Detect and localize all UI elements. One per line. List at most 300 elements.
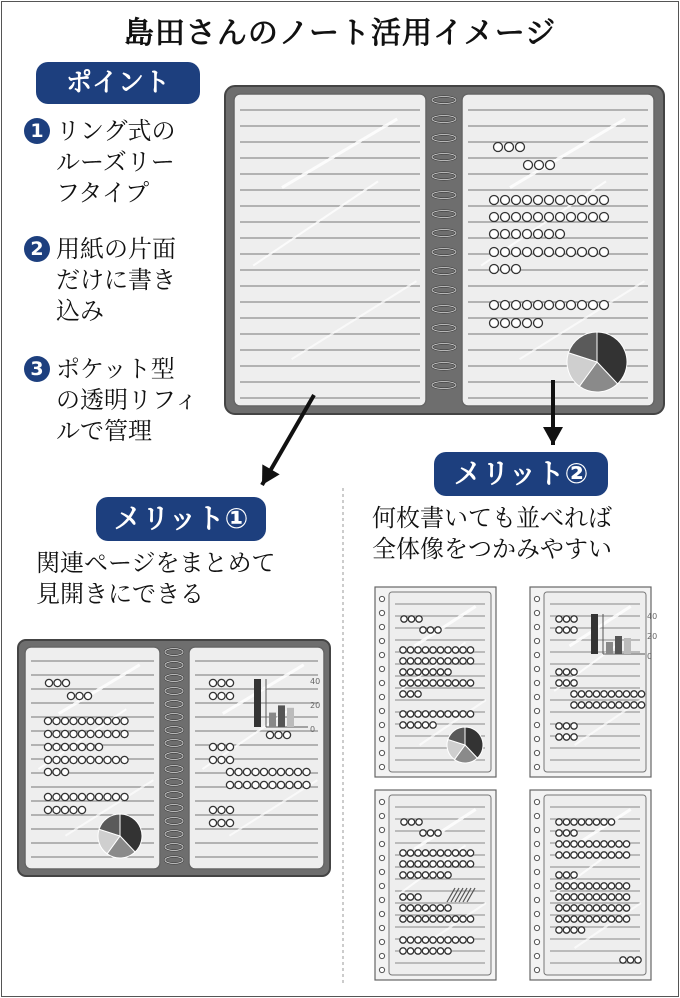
memo-circle bbox=[53, 806, 60, 813]
memo-circle bbox=[415, 722, 421, 728]
memo-circle bbox=[400, 722, 406, 728]
memo-circle bbox=[556, 669, 562, 675]
memo-circle bbox=[437, 948, 443, 954]
punch-hole bbox=[534, 855, 539, 860]
memo-circle bbox=[415, 916, 421, 922]
memo-circle bbox=[269, 768, 276, 775]
memo-circle bbox=[422, 669, 428, 675]
memo-circle bbox=[218, 679, 225, 686]
merit-2-line-2: 全体像をつかみやすい bbox=[372, 535, 612, 563]
memo-circle bbox=[608, 883, 614, 889]
memo-circle bbox=[563, 872, 569, 878]
memo-circle bbox=[556, 196, 565, 205]
memo-circle bbox=[218, 743, 225, 750]
memo-circle bbox=[445, 861, 451, 867]
memo-circle bbox=[556, 723, 562, 729]
memo-circle bbox=[616, 894, 622, 900]
memo-circle bbox=[61, 717, 68, 724]
memo-circle bbox=[501, 196, 510, 205]
memo-circle bbox=[61, 743, 68, 750]
point-1-line-1: リング式の bbox=[56, 117, 176, 145]
punch-hole bbox=[379, 869, 384, 874]
memo-circle bbox=[571, 916, 577, 922]
point-3-line-2: の透明リフィ bbox=[56, 386, 199, 414]
memo-circle bbox=[623, 841, 629, 847]
memo-circle bbox=[467, 916, 473, 922]
memo-circle bbox=[589, 196, 598, 205]
memo-circle bbox=[490, 196, 499, 205]
punch-hole bbox=[534, 736, 539, 741]
memo-circle bbox=[415, 647, 421, 653]
memo-circle bbox=[422, 872, 428, 878]
memo-circle bbox=[54, 679, 61, 686]
punch-hole bbox=[534, 953, 539, 958]
memo-circle bbox=[407, 691, 413, 697]
memo-circle bbox=[226, 819, 233, 826]
merit-2-line-1: 何枚書いても並べれば bbox=[372, 504, 612, 532]
memo-circle bbox=[275, 731, 282, 738]
punch-hole bbox=[534, 841, 539, 846]
memo-circle bbox=[407, 658, 413, 664]
memo-circle bbox=[556, 894, 562, 900]
memo-circle bbox=[460, 861, 466, 867]
memo-circle bbox=[620, 957, 626, 963]
memo-circle bbox=[420, 830, 426, 836]
memo-circle bbox=[556, 301, 565, 310]
memo-circle bbox=[556, 680, 562, 686]
memo-circle bbox=[571, 905, 577, 911]
memo-circle bbox=[226, 806, 233, 813]
memo-circle bbox=[415, 850, 421, 856]
memo-circle bbox=[586, 702, 592, 708]
memo-circle bbox=[571, 680, 577, 686]
memo-circle bbox=[638, 702, 644, 708]
memo-circle bbox=[44, 768, 51, 775]
memo-circle bbox=[593, 905, 599, 911]
memo-circle bbox=[523, 213, 532, 222]
bar-tick-label: 0 bbox=[310, 725, 316, 734]
punch-hole bbox=[379, 953, 384, 958]
memo-circle bbox=[556, 927, 562, 933]
page-sheet bbox=[234, 94, 426, 406]
memo-circle bbox=[563, 734, 569, 740]
memo-circle bbox=[534, 248, 543, 257]
punch-hole bbox=[379, 694, 384, 699]
memo-circle bbox=[616, 916, 622, 922]
memo-circle bbox=[407, 861, 413, 867]
memo-circle bbox=[112, 793, 119, 800]
punch-hole bbox=[534, 967, 539, 972]
memo-circle bbox=[608, 691, 614, 697]
memo-circle bbox=[53, 768, 60, 775]
memo-circle bbox=[427, 830, 433, 836]
memo-circle bbox=[578, 196, 587, 205]
memo-circle bbox=[437, 647, 443, 653]
memo-circle bbox=[53, 730, 60, 737]
memo-circle bbox=[578, 819, 584, 825]
memo-circle bbox=[452, 861, 458, 867]
memo-circle bbox=[571, 894, 577, 900]
memo-circle bbox=[416, 616, 422, 622]
memo-circle bbox=[593, 702, 599, 708]
memo-circle bbox=[490, 319, 499, 328]
memo-circle bbox=[556, 248, 565, 257]
memo-circle bbox=[601, 691, 607, 697]
memo-circle bbox=[490, 213, 499, 222]
punch-hole bbox=[379, 925, 384, 930]
memo-circle bbox=[415, 691, 421, 697]
bar bbox=[278, 705, 285, 727]
memo-circle bbox=[286, 768, 293, 775]
memo-circle bbox=[586, 894, 592, 900]
point-1-number: 1 bbox=[24, 118, 50, 144]
punch-hole bbox=[379, 750, 384, 755]
memo-circle bbox=[415, 894, 421, 900]
punch-hole bbox=[379, 596, 384, 601]
memo-circle bbox=[631, 691, 637, 697]
memo-circle bbox=[44, 717, 51, 724]
memo-circle bbox=[452, 647, 458, 653]
memo-circle bbox=[415, 711, 421, 717]
memo-circle bbox=[415, 948, 421, 954]
memo-circle bbox=[445, 905, 451, 911]
memo-circle bbox=[430, 937, 436, 943]
memo-circle bbox=[44, 793, 51, 800]
memo-circle bbox=[578, 248, 587, 257]
memo-circle bbox=[53, 717, 60, 724]
memo-circle bbox=[578, 702, 584, 708]
memo-circle bbox=[512, 301, 521, 310]
memo-circle bbox=[545, 230, 554, 239]
memo-circle bbox=[452, 658, 458, 664]
memo-circle bbox=[437, 861, 443, 867]
memo-circle bbox=[600, 196, 609, 205]
memo-circle bbox=[460, 711, 466, 717]
memo-circle bbox=[218, 692, 225, 699]
memo-circle bbox=[593, 916, 599, 922]
bar bbox=[624, 638, 631, 654]
bar-tick-label: 40 bbox=[310, 677, 321, 686]
punch-hole bbox=[379, 610, 384, 615]
bar bbox=[269, 713, 276, 727]
memo-circle bbox=[467, 658, 473, 664]
memo-circle bbox=[400, 658, 406, 664]
point-3-line-3: ルで管理 bbox=[56, 417, 152, 445]
memo-circle bbox=[415, 937, 421, 943]
memo-circle bbox=[435, 830, 441, 836]
memo-circle bbox=[563, 841, 569, 847]
memo-circle bbox=[608, 905, 614, 911]
memo-circle bbox=[571, 841, 577, 847]
memo-circle bbox=[501, 265, 510, 274]
punch-hole bbox=[534, 911, 539, 916]
memo-circle bbox=[589, 248, 598, 257]
memo-circle bbox=[578, 213, 587, 222]
bar bbox=[606, 642, 613, 654]
memo-circle bbox=[638, 691, 644, 697]
memo-circle bbox=[422, 948, 428, 954]
memo-circle bbox=[534, 301, 543, 310]
memo-circle bbox=[578, 894, 584, 900]
memo-circle bbox=[586, 691, 592, 697]
memo-circle bbox=[437, 711, 443, 717]
memo-circle bbox=[422, 850, 428, 856]
memo-circle bbox=[545, 213, 554, 222]
memo-circle bbox=[415, 669, 421, 675]
memo-circle bbox=[226, 768, 233, 775]
punch-hole bbox=[534, 827, 539, 832]
memo-circle bbox=[546, 161, 555, 170]
memo-circle bbox=[401, 616, 407, 622]
memo-circle bbox=[437, 658, 443, 664]
memo-circle bbox=[53, 756, 60, 763]
memo-circle bbox=[460, 647, 466, 653]
merit-1-line-2: 見開きにできる bbox=[36, 580, 204, 608]
memo-circle bbox=[400, 647, 406, 653]
memo-circle bbox=[45, 679, 52, 686]
memo-circle bbox=[545, 248, 554, 257]
memo-circle bbox=[571, 627, 577, 633]
memo-circle bbox=[563, 894, 569, 900]
memo-circle bbox=[623, 883, 629, 889]
punch-hole bbox=[534, 722, 539, 727]
memo-circle bbox=[567, 248, 576, 257]
bar bbox=[591, 614, 598, 654]
memo-circle bbox=[407, 722, 413, 728]
memo-circle bbox=[501, 213, 510, 222]
punch-hole bbox=[534, 666, 539, 671]
memo-circle bbox=[563, 830, 569, 836]
memo-circle bbox=[601, 905, 607, 911]
memo-circle bbox=[67, 692, 74, 699]
memo-circle bbox=[563, 883, 569, 889]
memo-circle bbox=[430, 658, 436, 664]
memo-circle bbox=[422, 680, 428, 686]
punch-hole bbox=[534, 925, 539, 930]
memo-circle bbox=[44, 730, 51, 737]
memo-circle bbox=[490, 230, 499, 239]
punch-hole bbox=[534, 610, 539, 615]
memo-circle bbox=[523, 319, 532, 328]
punch-hole bbox=[534, 652, 539, 657]
memo-circle bbox=[294, 781, 301, 788]
memo-circle bbox=[616, 702, 622, 708]
memo-circle bbox=[422, 722, 428, 728]
main-binder bbox=[225, 86, 664, 414]
memo-circle bbox=[61, 768, 68, 775]
memo-circle bbox=[523, 248, 532, 257]
memo-circle bbox=[512, 319, 521, 328]
memo-circle bbox=[631, 702, 637, 708]
memo-circle bbox=[243, 768, 250, 775]
sheet-bottom-left bbox=[375, 790, 496, 980]
bar-tick-label: 40 bbox=[647, 612, 658, 621]
memo-circle bbox=[601, 852, 607, 858]
punch-hole bbox=[379, 708, 384, 713]
memo-circle bbox=[556, 213, 565, 222]
memo-circle bbox=[61, 806, 68, 813]
punch-hole bbox=[534, 694, 539, 699]
memo-circle bbox=[226, 692, 233, 699]
memo-circle bbox=[407, 711, 413, 717]
memo-circle bbox=[467, 680, 473, 686]
memo-circle bbox=[87, 743, 94, 750]
memo-circle bbox=[578, 691, 584, 697]
memo-circle bbox=[600, 248, 609, 257]
memo-circle bbox=[407, 850, 413, 856]
punch-hole bbox=[379, 722, 384, 727]
punch-hole bbox=[534, 869, 539, 874]
memo-circle bbox=[427, 627, 433, 633]
punch-hole bbox=[379, 624, 384, 629]
memo-circle bbox=[460, 850, 466, 856]
memo-circle bbox=[545, 196, 554, 205]
memo-circle bbox=[490, 265, 499, 274]
memo-circle bbox=[467, 937, 473, 943]
memo-circle bbox=[616, 883, 622, 889]
memo-circle bbox=[563, 680, 569, 686]
memo-circle bbox=[112, 730, 119, 737]
memo-circle bbox=[400, 669, 406, 675]
memo-circle bbox=[87, 717, 94, 724]
memo-circle bbox=[70, 806, 77, 813]
point-3-line-1: ポケット型 bbox=[56, 355, 175, 383]
memo-circle bbox=[437, 680, 443, 686]
memo-circle bbox=[563, 852, 569, 858]
memo-circle bbox=[422, 711, 428, 717]
memo-circle bbox=[70, 756, 77, 763]
memo-circle bbox=[623, 894, 629, 900]
memo-circle bbox=[600, 301, 609, 310]
memo-circle bbox=[437, 905, 443, 911]
memo-circle bbox=[415, 905, 421, 911]
memo-circle bbox=[593, 841, 599, 847]
memo-circle bbox=[556, 916, 562, 922]
memo-circle bbox=[578, 852, 584, 858]
memo-circle bbox=[516, 143, 525, 152]
memo-circle bbox=[266, 731, 273, 738]
memo-circle bbox=[209, 679, 216, 686]
punch-hole bbox=[379, 911, 384, 916]
point-1-line-3: フタイプ bbox=[56, 179, 150, 207]
memo-circle bbox=[61, 730, 68, 737]
merit-1-line-1: 関連ページをまとめて bbox=[36, 549, 276, 577]
memo-circle bbox=[623, 852, 629, 858]
memo-circle bbox=[437, 937, 443, 943]
memo-circle bbox=[87, 730, 94, 737]
memo-circle bbox=[286, 781, 293, 788]
memo-circle bbox=[571, 852, 577, 858]
memo-circle bbox=[563, 819, 569, 825]
memo-circle bbox=[460, 916, 466, 922]
memo-circle bbox=[121, 756, 128, 763]
memo-circle bbox=[226, 743, 233, 750]
punch-hole bbox=[534, 813, 539, 818]
memo-circle bbox=[121, 730, 128, 737]
bar bbox=[287, 708, 294, 727]
memo-circle bbox=[430, 850, 436, 856]
memo-circle bbox=[78, 793, 85, 800]
memo-circle bbox=[452, 937, 458, 943]
memo-circle bbox=[578, 927, 584, 933]
memo-circle bbox=[430, 722, 436, 728]
memo-circle bbox=[623, 905, 629, 911]
memo-circle bbox=[556, 616, 562, 622]
memo-circle bbox=[501, 319, 510, 328]
memo-circle bbox=[578, 916, 584, 922]
memo-circle bbox=[578, 841, 584, 847]
memo-circle bbox=[95, 743, 102, 750]
memo-circle bbox=[589, 213, 598, 222]
memo-circle bbox=[512, 230, 521, 239]
memo-circle bbox=[571, 702, 577, 708]
memo-circle bbox=[422, 905, 428, 911]
memo-circle bbox=[400, 872, 406, 878]
memo-circle bbox=[87, 793, 94, 800]
memo-circle bbox=[277, 781, 284, 788]
memo-circle bbox=[226, 781, 233, 788]
memo-circle bbox=[505, 143, 514, 152]
memo-circle bbox=[70, 793, 77, 800]
memo-circle bbox=[95, 717, 102, 724]
memo-circle bbox=[209, 692, 216, 699]
memo-circle bbox=[608, 819, 614, 825]
memo-circle bbox=[601, 894, 607, 900]
memo-circle bbox=[78, 756, 85, 763]
memo-circle bbox=[490, 301, 499, 310]
point-2-line-2: だけに書き bbox=[56, 266, 176, 294]
memo-circle bbox=[593, 691, 599, 697]
memo-circle bbox=[586, 852, 592, 858]
memo-circle bbox=[235, 781, 242, 788]
memo-circle bbox=[545, 301, 554, 310]
memo-circle bbox=[452, 711, 458, 717]
punch-hole bbox=[379, 666, 384, 671]
punch-hole bbox=[379, 764, 384, 769]
memo-circle bbox=[601, 841, 607, 847]
memo-circle bbox=[608, 702, 614, 708]
figure-title: 島田さんのノート活用イメージ bbox=[123, 16, 557, 51]
memo-circle bbox=[523, 230, 532, 239]
memo-circle bbox=[260, 781, 267, 788]
memo-circle bbox=[556, 905, 562, 911]
memo-circle bbox=[494, 143, 503, 152]
memo-circle bbox=[61, 793, 68, 800]
memo-circle bbox=[571, 723, 577, 729]
memo-circle bbox=[61, 756, 68, 763]
memo-circle bbox=[260, 768, 267, 775]
memo-circle bbox=[616, 691, 622, 697]
memo-circle bbox=[534, 213, 543, 222]
memo-circle bbox=[407, 669, 413, 675]
memo-circle bbox=[445, 669, 451, 675]
memo-circle bbox=[578, 301, 587, 310]
memo-circle bbox=[556, 872, 562, 878]
memo-circle bbox=[408, 819, 414, 825]
memo-circle bbox=[601, 916, 607, 922]
memo-circle bbox=[400, 937, 406, 943]
punch-hole bbox=[379, 855, 384, 860]
memo-circle bbox=[44, 756, 51, 763]
memo-circle bbox=[556, 627, 562, 633]
memo-circle bbox=[400, 948, 406, 954]
memo-circle bbox=[571, 883, 577, 889]
memo-circle bbox=[445, 658, 451, 664]
memo-circle bbox=[252, 768, 259, 775]
memo-circle bbox=[452, 916, 458, 922]
memo-circle bbox=[556, 230, 565, 239]
memo-circle bbox=[407, 948, 413, 954]
